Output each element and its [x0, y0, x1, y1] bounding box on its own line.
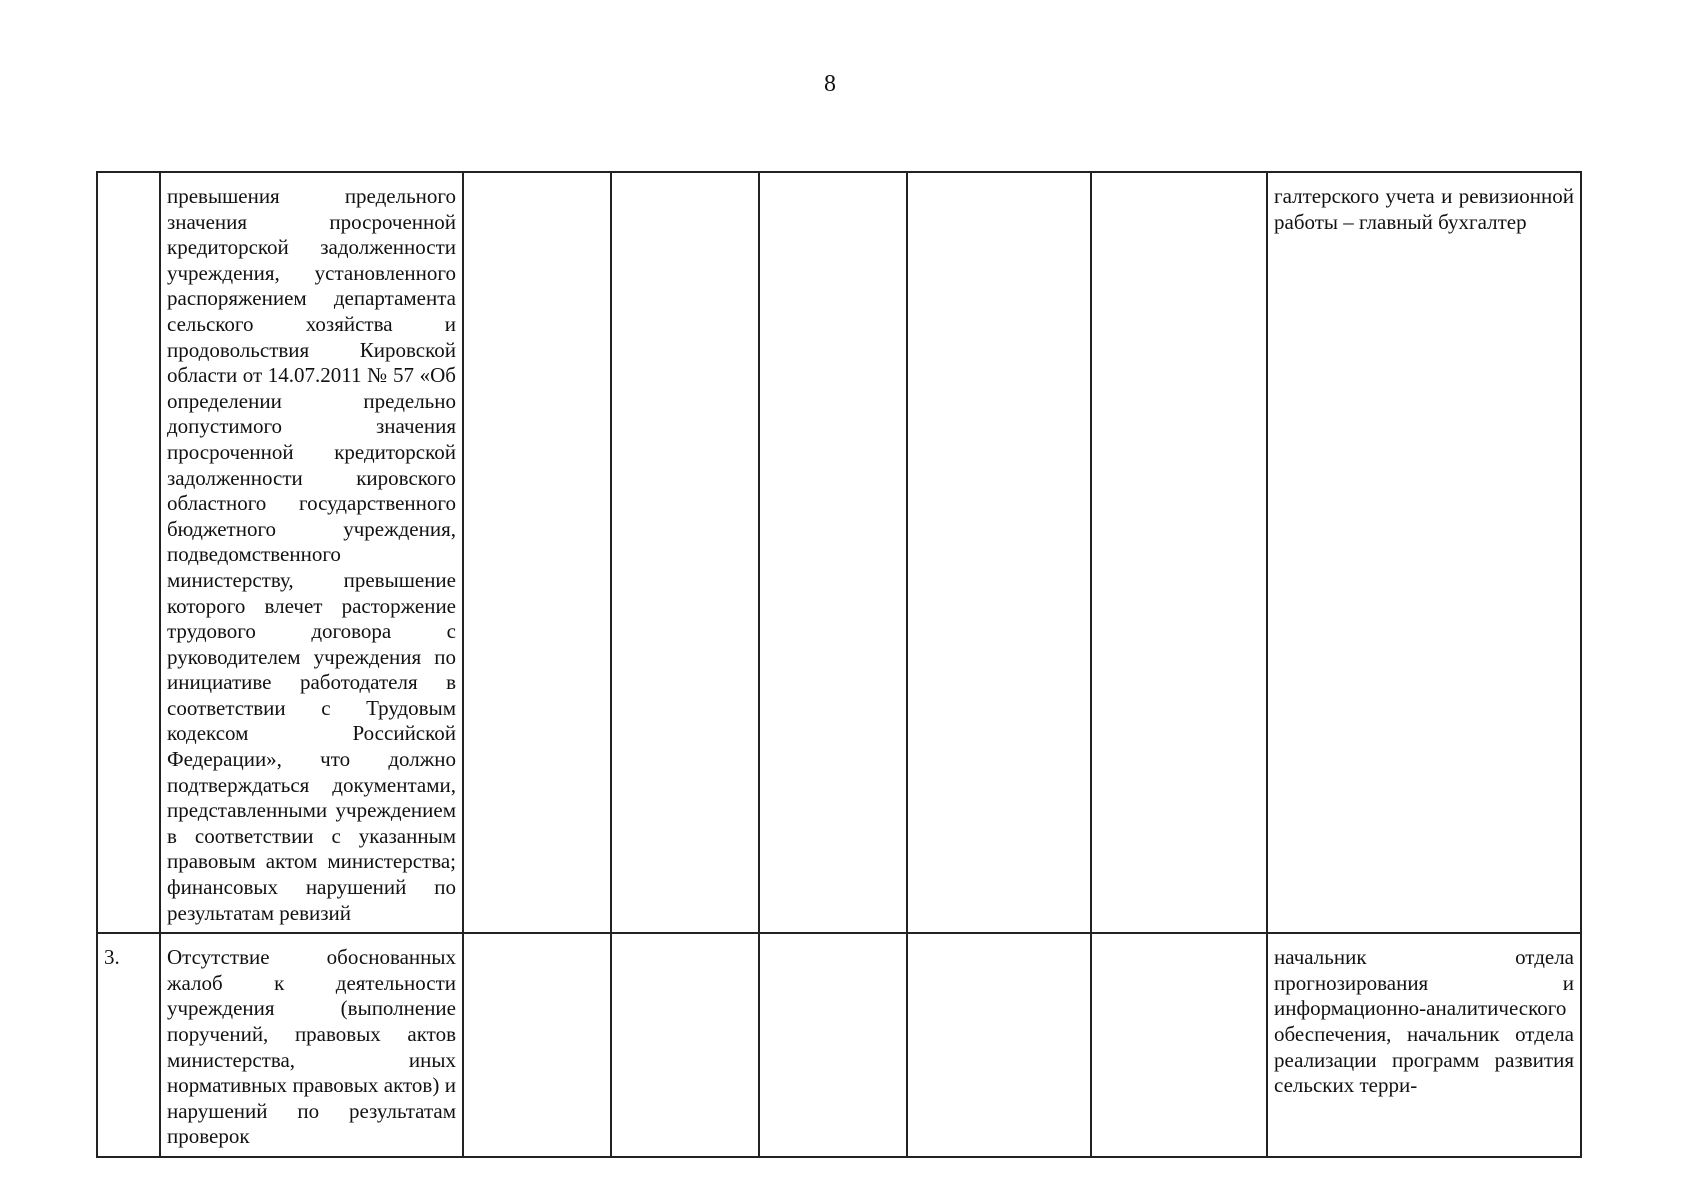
table-row — [97, 933, 1581, 1157]
empty-cell — [463, 172, 611, 933]
row-number-cell — [97, 172, 160, 933]
empty-cell — [907, 933, 1091, 1157]
empty-cell — [611, 933, 759, 1157]
empty-cell — [759, 172, 907, 933]
empty-cell — [611, 172, 759, 933]
empty-cell — [907, 172, 1091, 933]
empty-cell — [759, 933, 907, 1157]
empty-cell — [463, 933, 611, 1157]
page-number: 8 — [824, 71, 836, 97]
responsible-cell: начальник отдела прогнозирования и информационно-аналитического обеспечения, начальник отдела реализации программ развития сельских терри- — [1267, 933, 1581, 1157]
table-row — [97, 172, 1581, 933]
row-number-cell: 3. — [97, 933, 160, 1157]
criterion-cell: Отсутствие обоснованных жалоб к деятельности учреждения (выполнение поручений, правовых актов министерства, иных нормативных правовых актов) и нарушений по результатам проверок — [160, 933, 463, 1157]
empty-cell — [1091, 172, 1267, 933]
criterion-cell: превышения предельного значения просроченной кредиторской задолженности учреждения, установленного распоряжением департамента сельского хозяйства и продовольствия Кировской области от 14.07.2011 № 57 «Об определении предельно допустимого значения просроченной кредиторской задолженности кировского областного государственного бюджетного учреждения, подведомственного министерству, превышение которого влечет расторжение трудового договора с руководителем учреждения по инициативе работодателя в соответствии с Трудовым кодексом Российской Федерации», что должно подтверждаться документами, представленными учреждением в соответствии с указанным правовым актом министерства; финансовых нарушений по результатам ревизий — [160, 172, 463, 933]
criteria-table — [96, 171, 1582, 1158]
responsible-cell: галтерского учета и ревизионной работы – главный бухгалтер — [1267, 172, 1581, 933]
empty-cell — [1091, 933, 1267, 1157]
